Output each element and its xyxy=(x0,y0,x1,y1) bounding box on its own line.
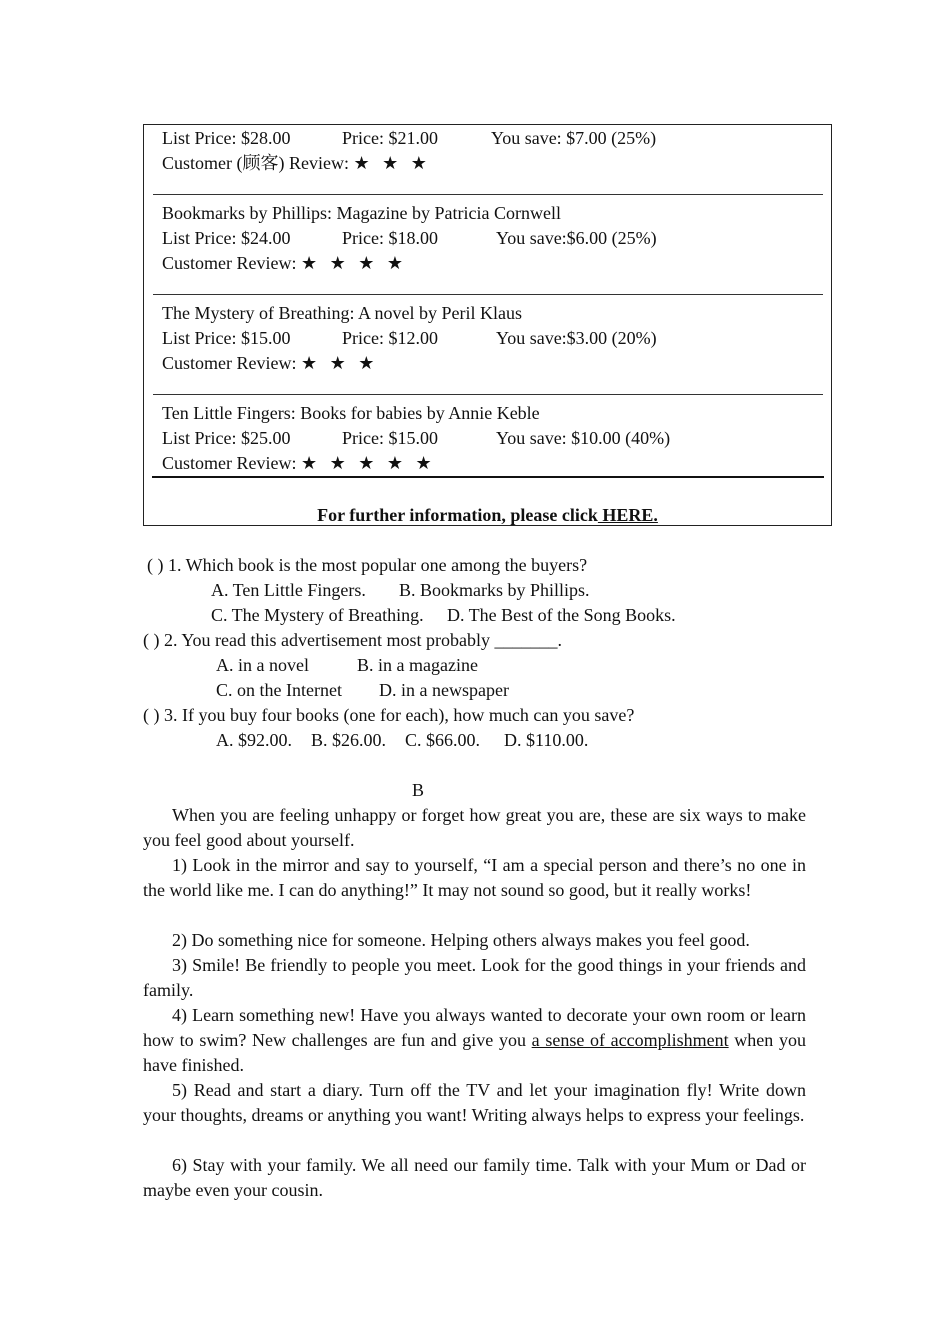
question-2: ( ) 2. You read this advertisement most probably _______. xyxy=(143,630,562,650)
option: B. $26.00. xyxy=(311,730,387,750)
paragraph: 3) Smile! Be friendly to people you meet. Look for the good things in your friends and family. xyxy=(143,955,806,1000)
star-rating: ★ ★ ★ xyxy=(353,153,431,173)
you-save: You save:$6.00 (25%) xyxy=(496,228,657,248)
you-save: You save: $10.00 (40%) xyxy=(496,428,671,448)
further-info-text: For further information, please click xyxy=(317,505,598,525)
further-info-line xyxy=(144,503,831,528)
book-title: Bookmarks by Phillips: Magazine by Patricia Cornwell xyxy=(162,203,561,223)
option: D. The Best of the Song Books. xyxy=(447,605,676,625)
star-rating: ★ ★ ★ ★ xyxy=(300,253,408,273)
book-title: Ten Little Fingers: Books for babies by Annie Keble xyxy=(162,403,540,423)
review-label: Customer (顾客) Review: xyxy=(162,153,349,173)
option: D. $110.00. xyxy=(504,730,589,750)
option: A. $92.00. xyxy=(216,730,292,750)
underlined-phrase: a sense of accomplishment xyxy=(531,1030,729,1050)
star-rating: ★ ★ ★ xyxy=(300,353,379,373)
book-ad-box xyxy=(143,124,832,526)
list-price: List Price: $28.00 xyxy=(162,128,291,148)
paragraph xyxy=(143,1003,806,1078)
customer-review xyxy=(162,451,436,476)
divider xyxy=(152,476,824,478)
divider xyxy=(153,194,823,195)
you-save: You save: $7.00 (25%) xyxy=(491,128,657,148)
customer-review xyxy=(162,251,407,276)
review-label: Customer Review: xyxy=(162,353,297,373)
paragraph-text: when you have finished. xyxy=(143,1030,806,1075)
divider xyxy=(153,294,823,295)
review-label: Customer Review: xyxy=(162,453,297,473)
option: C. $66.00. xyxy=(405,730,481,750)
customer-review xyxy=(162,351,378,376)
paragraph-text: 4) Learn something new! Have you always wanted to decorate your own room or learn how to swim? New challenges are fun and give you xyxy=(143,1005,806,1050)
customer-review xyxy=(162,151,431,176)
option: C. on the Internet xyxy=(216,680,342,700)
paragraph: 5) Read and start a diary. Turn off the TV and let your imagination fly! Write down your thoughts, dreams or anything you want! Writing always helps to express your feelings. xyxy=(143,1080,806,1125)
star-rating: ★ ★ ★ ★ ★ xyxy=(300,453,436,473)
option: D. in a newspaper xyxy=(379,680,509,700)
list-price: List Price: $15.00 xyxy=(162,328,291,348)
section-heading: B xyxy=(411,780,424,800)
option: B. in a magazine xyxy=(357,655,478,675)
paragraph: 6) Stay with your family. We all need our family time. Talk with your Mum or Dad or maybe even your cousin. xyxy=(143,1155,806,1200)
list-price: List Price: $24.00 xyxy=(162,228,291,248)
price: Price: $12.00 xyxy=(342,328,438,348)
paragraph: When you are feeling unhappy or forget how great you are, these are six ways to make you feel good about yourself. xyxy=(143,805,806,850)
paragraph: 2) Do something nice for someone. Helping others always makes you feel good. xyxy=(172,930,750,950)
book-title: The Mystery of Breathing: A novel by Peril Klaus xyxy=(162,303,522,323)
price: Price: $18.00 xyxy=(342,228,438,248)
list-price: List Price: $25.00 xyxy=(162,428,291,448)
paragraph: 1) Look in the mirror and say to yourself, “I am a special person and there’s no one in the world like me. I can do anything!” It may not sound so good, but it really works! xyxy=(143,855,806,900)
price: Price: $21.00 xyxy=(342,128,438,148)
here-link[interactable]: HERE. xyxy=(597,505,658,525)
question-3: ( ) 3. If you buy four books (one for each), how much can you save? xyxy=(143,705,635,725)
divider xyxy=(153,394,823,395)
option: A. Ten Little Fingers. xyxy=(211,580,366,600)
option: B. Bookmarks by Phillips. xyxy=(399,580,590,600)
option: A. in a novel xyxy=(216,655,309,675)
question-1: ( ) 1. Which book is the most popular one among the buyers? xyxy=(147,555,588,575)
review-label: Customer Review: xyxy=(162,253,297,273)
you-save: You save:$3.00 (20%) xyxy=(496,328,657,348)
option: C. The Mystery of Breathing. xyxy=(211,605,424,625)
price: Price: $15.00 xyxy=(342,428,438,448)
